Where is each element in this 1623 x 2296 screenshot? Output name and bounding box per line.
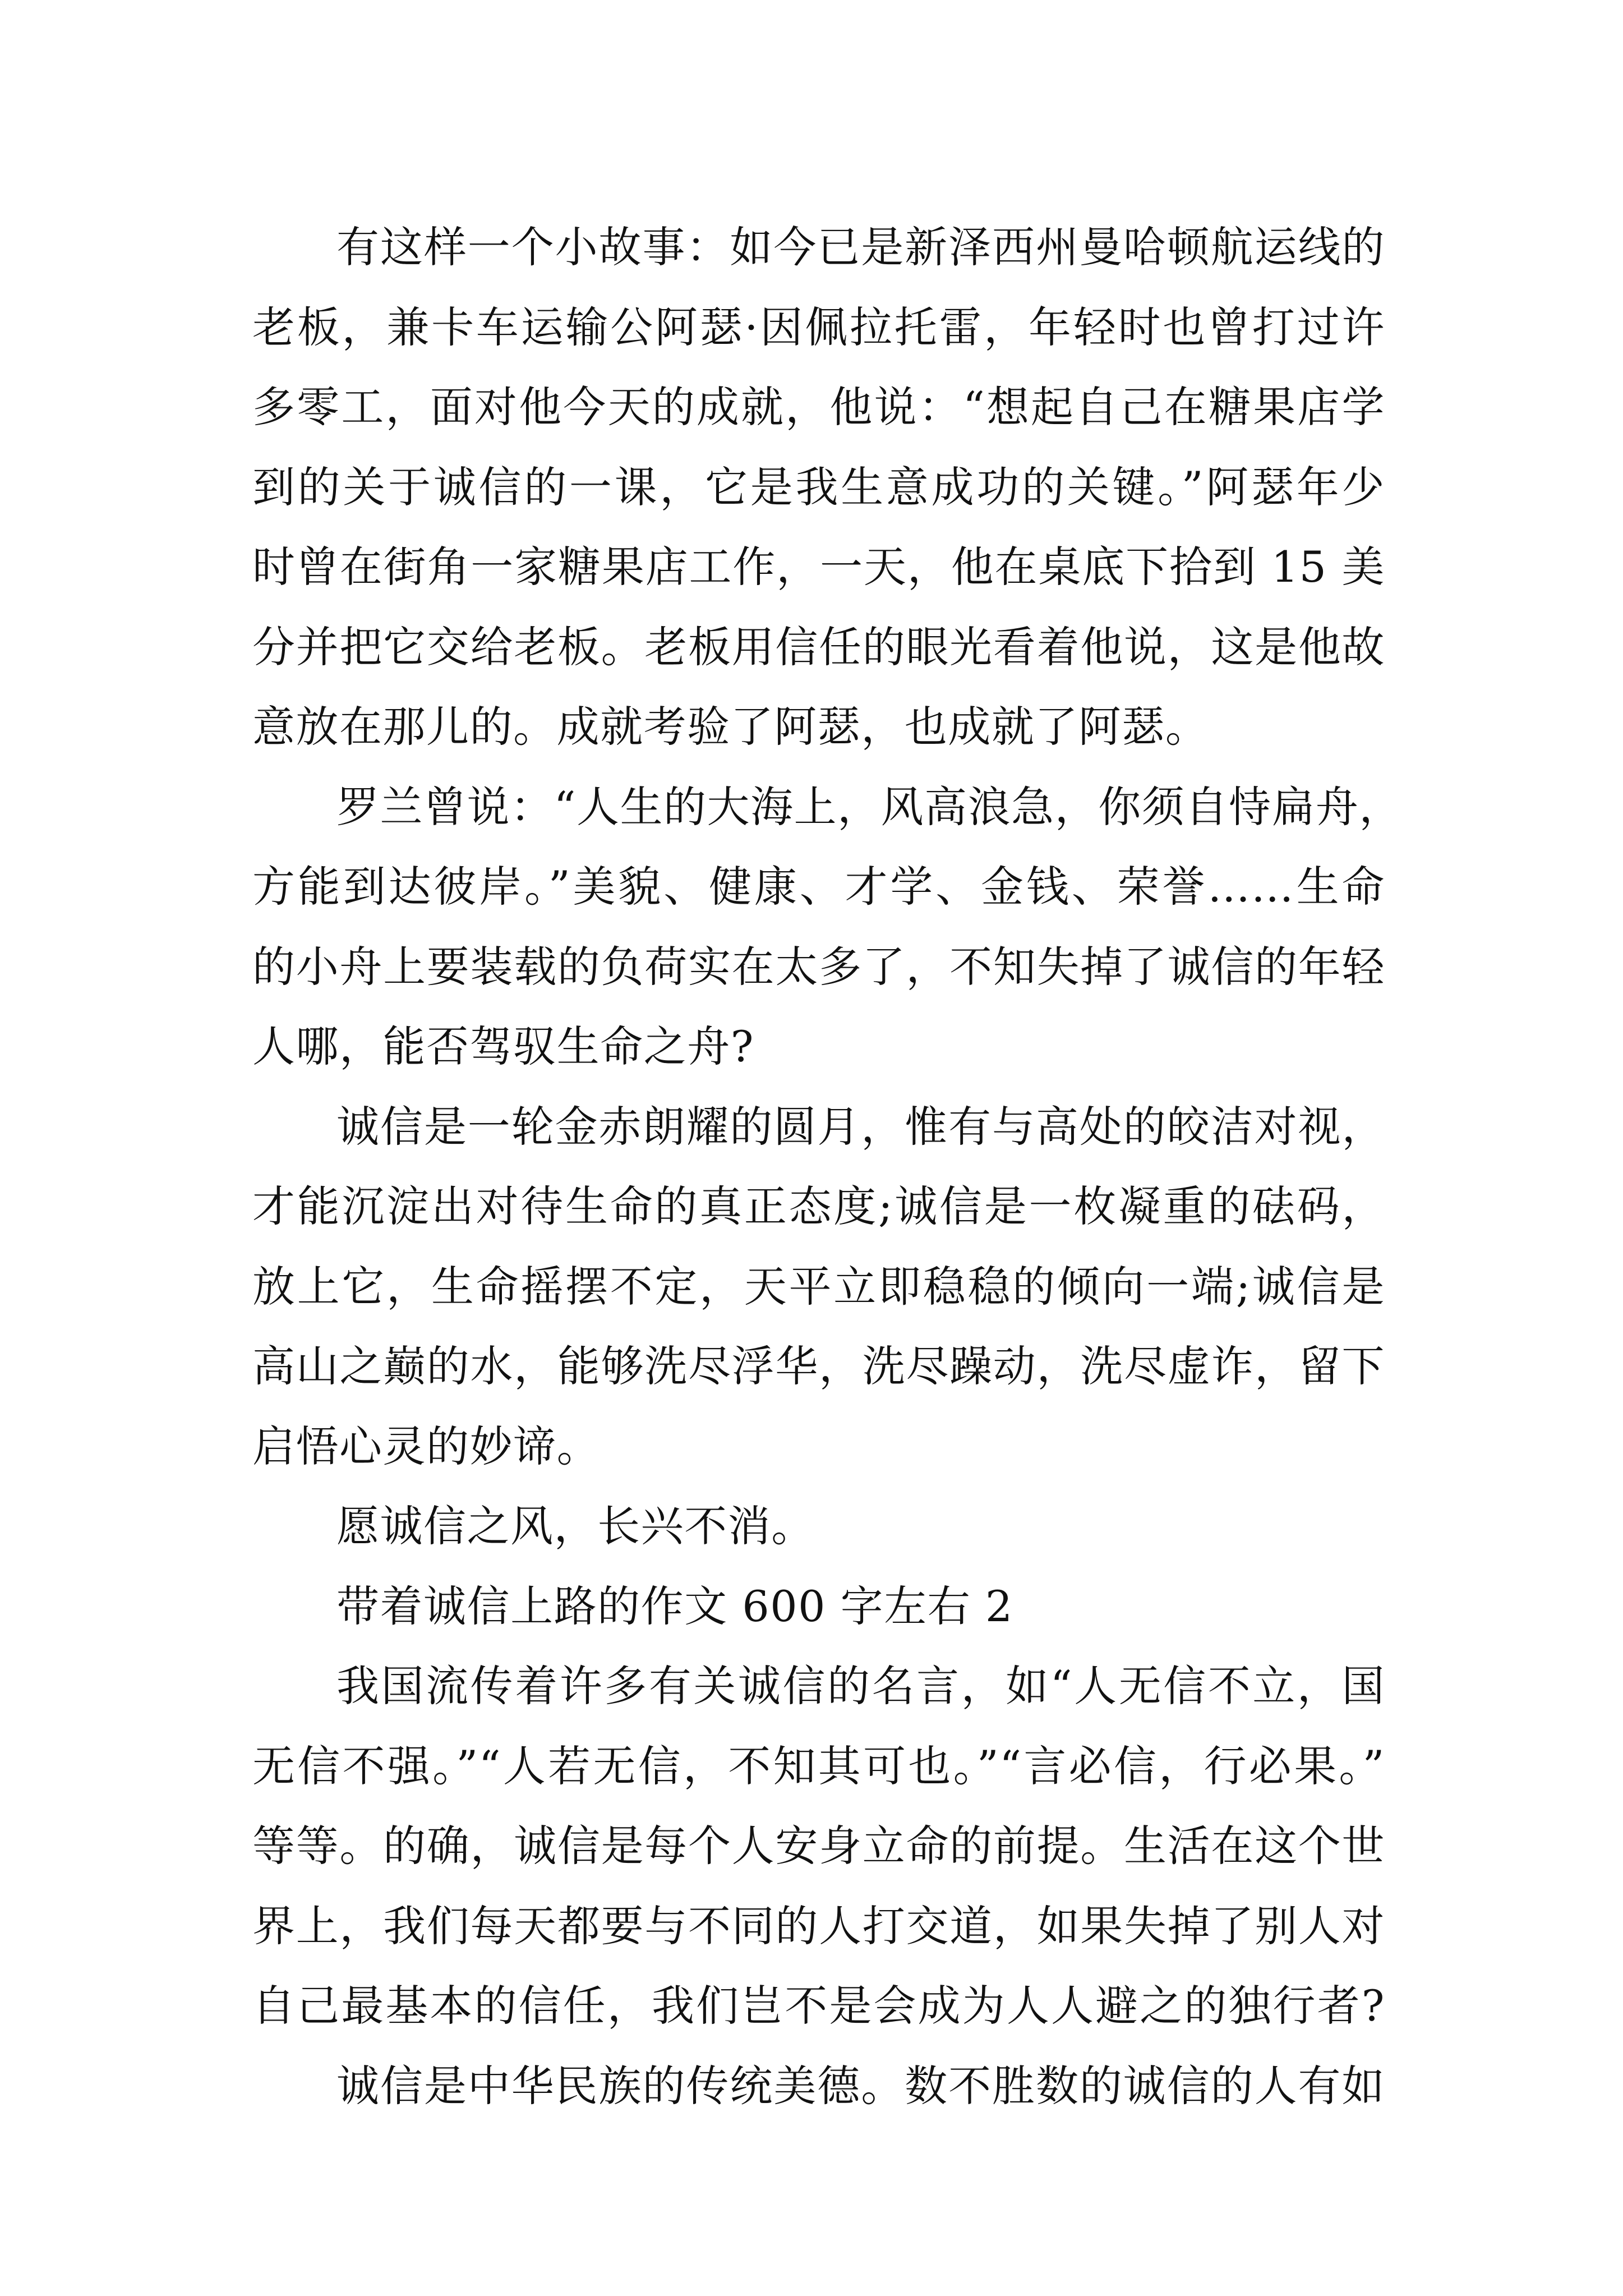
text-line: 的小舟上要装载的负荷实在太多了，不知失掉了诚信的年轻 bbox=[252, 941, 1385, 992]
paragraph-first-line: 诚信是中华民族的传统美德。数不胜数的诚信的人有如 bbox=[336, 2060, 1385, 2111]
text-line: 分并把它交给老板。老板用信任的眼光看着他说，这是他故 bbox=[252, 622, 1385, 672]
text-line: 方能到达彼岸。”美貌、健康、才学、金钱、荣誉……生命 bbox=[252, 862, 1385, 912]
paragraph-first-line: 罗兰曾说：“人生的大海上，风高浪急，你须自恃扁舟， bbox=[336, 781, 1403, 832]
text-line: 老板，兼卡车运输公阿瑟·因佩拉托雷，年轻时也曾打过许 bbox=[252, 302, 1385, 352]
text-line: 启悟心灵的妙谛。 bbox=[252, 1421, 601, 1471]
text-line: 意放在那儿的。成就考验了阿瑟，也成就了阿瑟。 bbox=[252, 702, 1209, 752]
text-line: 等等。的确，诚信是每个人安身立命的前提。生活在这个世 bbox=[252, 1821, 1385, 1871]
text-line: 自己最基本的信任，我们岂不是会成为人人避之的独行者? bbox=[252, 1981, 1385, 2031]
paragraph-first-line: 带着诚信上路的作文 600 字左右 2 bbox=[336, 1581, 1013, 1631]
text-line: 时曾在街角一家糖果店工作，一天，他在桌底下拾到 15 美 bbox=[252, 542, 1385, 592]
paragraph-first-line: 有这样一个小故事：如今已是新泽西州曼哈顿航运线的 bbox=[336, 222, 1385, 272]
text-line: 界上，我们每天都要与不同的人打交道，如果失掉了别人对 bbox=[252, 1901, 1385, 1951]
text-line: 放上它，生命摇摆不定，天平立即稳稳的倾向一端;诚信是 bbox=[252, 1261, 1385, 1312]
text-line: 才能沉淀出对待生命的真正态度;诚信是一枚凝重的砝码， bbox=[252, 1181, 1385, 1231]
body-text bbox=[252, 208, 1403, 2126]
text-line: 无信不强。”“人若无信，不知其可也。”“言必信，行必果。” bbox=[252, 1741, 1385, 1791]
paragraph-first-line: 我国流传着许多有关诚信的名言，如“人无信不立，国 bbox=[336, 1661, 1385, 1711]
paragraph-first-line: 愿诚信之风，长兴不消。 bbox=[336, 1501, 815, 1551]
text-line: 到的关于诚信的一课，它是我生意成功的关键。”阿瑟年少 bbox=[252, 462, 1385, 512]
text-line: 多零工，面对他今天的成就，他说：“想起自己在糖果店学 bbox=[252, 382, 1385, 432]
text-line: 高山之巅的水，能够洗尽浮华，洗尽躁动，洗尽虚诈，留下 bbox=[252, 1341, 1385, 1391]
paragraph-first-line: 诚信是一轮金赤朗耀的圆月，惟有与高处的皎洁对视， bbox=[336, 1101, 1385, 1152]
text-line: 人哪，能否驾驭生命之舟? bbox=[252, 1022, 754, 1071]
